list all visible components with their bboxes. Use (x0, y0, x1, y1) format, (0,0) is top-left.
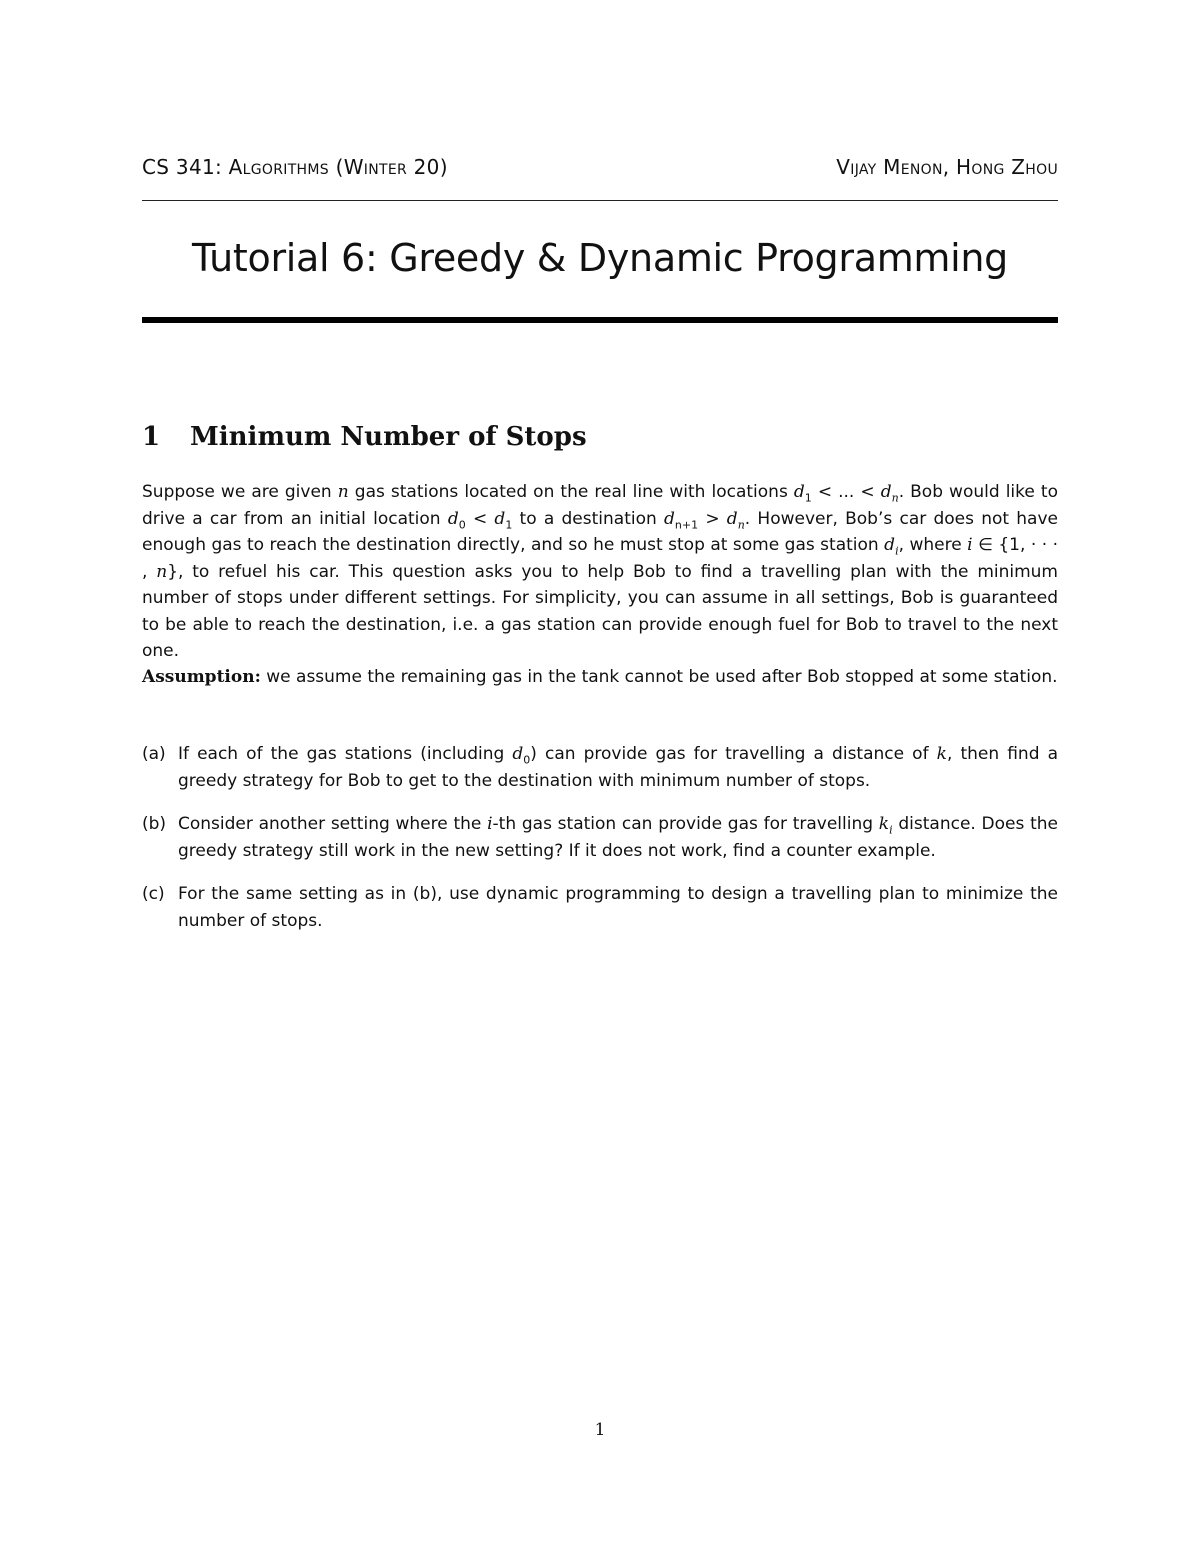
assumption-label: Assumption: (142, 667, 261, 687)
question-text-c: For the same setting as in (b), use dynamic programming to design a travelling plan to minimize the number of stops. (178, 884, 1058, 931)
problem-paragraph: Suppose we are given n gas stations located on the real line with locations $d_1$ < ... < $d_n$. Bob would like to drive a car from an initial location $d_0 < d_1$ to a destination $d_{n+1} > d_n$. However, Bob’s car does not have enough gas to reach the destination directly, and so he must stop at some gas station $d_i$, where i ∈ {1, · · · , n}, to refuel his car. This question asks you to help Bob to find a travelling plan with the minimum number of stops under different settings. For simplicity, you can assume in all settings, Bob is guaranteed to be able to reach the destination, i.e. a gas station can provide enough fuel for Bob to travel to the next one. (142, 482, 1059, 661)
title-divider (142, 317, 1058, 323)
assumption-paragraph (142, 664, 1058, 691)
section-number: 1 (142, 422, 161, 452)
question-item-c (142, 881, 1058, 934)
section-title: Minimum Number of Stops (190, 422, 587, 452)
instructor-names: Vijay Menon, Hong Zhou (836, 155, 1058, 179)
assumption-text: we assume the remaining gas in the tank cannot be used after Bob stopped at some station. (260, 667, 1058, 687)
question-item-b: (b) Consider another setting where the i-th gas station can provide gas for travelling $k_i$ distance. Does the greedy strategy still work in the new setting? If it does not work, find a counter example. (142, 811, 1058, 864)
page-number: 1 (594, 1420, 606, 1440)
page-header (142, 155, 1058, 185)
header-divider (142, 200, 1058, 201)
question-label-c: (c) (142, 884, 165, 904)
question-item-a: (a) If each of the gas stations (including $d_0$) can provide gas for travelling a distance of k, then find a greedy strategy for Bob to get to the destination with minimum number of stops. (142, 741, 1058, 794)
question-label-b: (b) (142, 814, 167, 834)
question-label-a: (a) (142, 744, 166, 764)
document-title: Tutorial 6: Greedy & Dynamic Programming (191, 236, 1008, 280)
course-title: CS 341: Algorithms (Winter 20) (142, 155, 448, 179)
section-heading (142, 422, 587, 452)
question-list (142, 741, 1058, 951)
